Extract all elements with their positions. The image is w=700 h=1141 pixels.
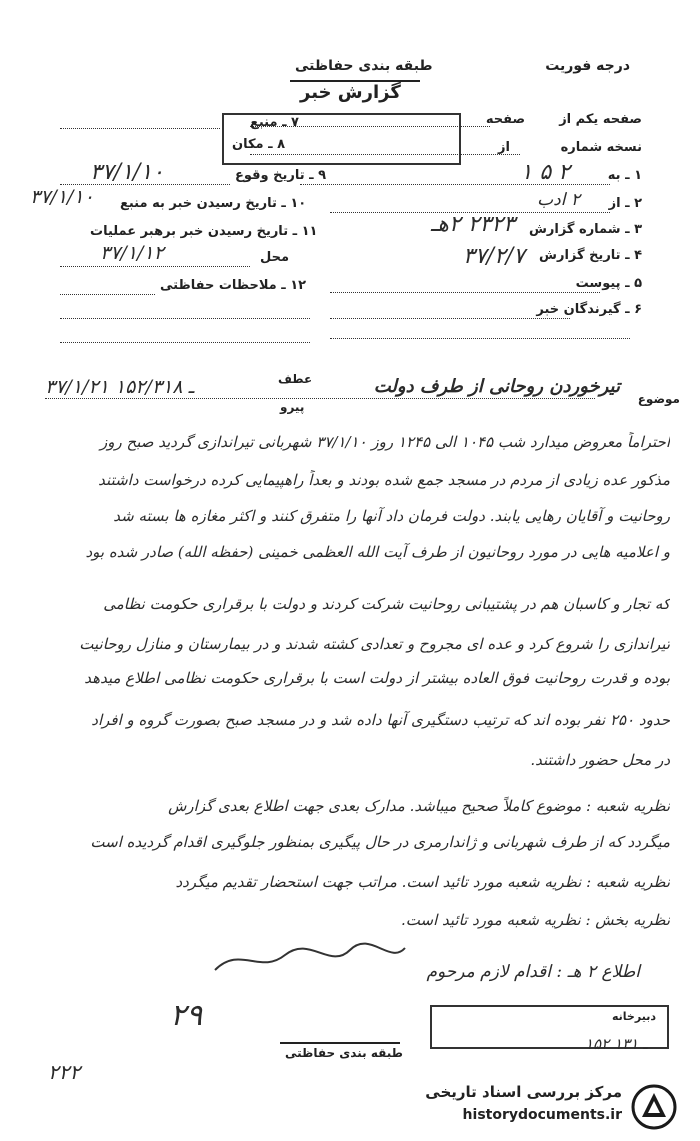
opinion-line: نظریه بخش : نظریه شعبه مورد تائید است.	[401, 911, 670, 929]
copy-label: نسخه شماره	[560, 140, 642, 155]
security-notes-label: ۱۲ ـ ملاحظات حفاظتی	[160, 278, 307, 293]
body-line: تیراندازی را شروع کرد و عده ای مجروح و تعدادی کشته شدند و در بیمارستان و منازل روحانیت	[79, 635, 670, 653]
report-date-label: ۴ ـ تاریخ گزارش	[539, 248, 642, 263]
priority-label: درجه فوریت	[545, 58, 630, 74]
report-no-label: ۳ ـ شماره گزارش	[528, 222, 642, 237]
archive-logo-icon	[630, 1083, 678, 1131]
date-received-source-value: ۳۷/۱/۱۰	[30, 186, 94, 208]
margin-number: ۲۲۲	[48, 1060, 81, 1084]
recipients-label: ۶ ـ گیرندگان خبر	[536, 302, 642, 317]
watermark-site: historydocuments.ir	[462, 1107, 622, 1123]
stamp-label: دبیرخانه	[612, 1010, 656, 1023]
report-no-value: ۲۳۲۳ ۲هـ	[430, 212, 515, 237]
margin-note: ۲۹	[170, 998, 203, 1033]
location-label: محل	[260, 250, 290, 265]
signature: اطلاع ۲ هـ : اقدام لازم مرحوم	[426, 962, 640, 982]
body-line: که تجار و کاسبان هم در پشتیبانی روحانیت شرکت کردند و دولت با برقراری حکومت نظامی	[103, 595, 670, 613]
ref-value: ۳۷/۱/۲۱ ـ ۱۵۲/۳۱۸	[45, 376, 195, 398]
body-line: مذکور عده زیادی از مردم در مسجد جمع شده بودند و بعداً راهپیمایی کرده درخواست داشتند	[98, 471, 670, 489]
subject-value: تیرخوردن روحانی از طرف دولت	[373, 376, 620, 397]
attachment-label: ۵ ـ پیوست	[575, 276, 642, 291]
body-line: در محل حضور داشتند.	[530, 751, 670, 769]
date-received-ops-value: ۳۷/۱/۱۲	[100, 242, 164, 264]
to-value: ۲ ۵ ۱	[520, 160, 570, 185]
body-line: حدود ۲۵۰ نفر بوده اند که ترتیب دستگیری آنها داده شد و در مسجد صبح بصورت گروه و افراد	[91, 711, 670, 729]
stamp-number: ۱۵۲ ـ ۱۳۱	[585, 1035, 648, 1053]
date-received-ops-label: ۱۱ ـ تاریخ رسیدن خبر برهبر عملیات	[90, 224, 318, 239]
source-label: ۷ ـ منبع	[250, 115, 299, 130]
opinion-line: نظریه شعبه : موضوع کاملاً صحیح میباشد. مدارک بعدی جهت اطلاع بعدی گزارش	[168, 797, 670, 815]
date-occurrence-label: ۹ ـ تاریخ وقوع	[235, 168, 327, 183]
from-value: ۲ ادب	[537, 190, 580, 210]
signature-scribble-icon	[210, 940, 410, 980]
subject-label: موضوع	[637, 392, 680, 406]
to-label: ۱ ـ به	[607, 168, 642, 183]
page-label: صفحه یکم از	[559, 112, 642, 127]
body-line: روحانیت و آقایان رهایی یابند. دولت فرمان داد آنها را متفرق کنند و اکثر مغازه ها بسته شد	[113, 507, 670, 525]
copy-from: از	[498, 140, 510, 155]
follow-label: پیرو	[280, 400, 305, 414]
ref-label: عطف	[278, 372, 313, 386]
body-line: و اعلامیه هایی در مورد روحانیون از طرف آیت الله العظمی خمینی (حفظه الله) صادر شده بود	[85, 543, 670, 561]
report-date-value: ۳۷/۲/۷	[462, 244, 525, 269]
source-value: ۸ ـ مکان	[232, 137, 286, 152]
opinion-line: نظریه شعبه : نظریه شعبه مورد تائید است. مراتب جهت استحضار تقدیم میگردد	[175, 873, 670, 891]
date-occurrence-value: ۳۷/۱/۱۰	[90, 160, 164, 185]
opinion-line: میگردد که از طرف شهربانی و ژاندارمری در حال پیگیری بمنظور جلوگیری اقدام گردیده است	[90, 833, 670, 851]
page-suffix: صفحه	[485, 112, 525, 127]
classification-top: طبقه بندی حفاظتی	[295, 58, 433, 74]
classification-bottom: طبقه بندی حفاظتی	[285, 1046, 403, 1060]
report-title: گزارش خبر	[300, 82, 401, 103]
date-received-source-label: ۱۰ ـ تاریخ رسیدن خبر به منبع	[120, 196, 307, 211]
watermark-org: مرکز بررسی اسناد تاریخی	[425, 1083, 622, 1101]
body-line: احتراماً معروض میدارد شب ۱۰۴۵ الی ۱۲۴۵ روز ۳۷/۱/۱۰ شهربانی تیراندازی گردید صبح روز	[100, 433, 670, 451]
body-line: بوده و قدرت روحانیت فوق العاده بیشتر از دولت است با برقراری حکومت نظامی اطلاع میدهد	[84, 669, 670, 687]
from-label: ۲ ـ از	[608, 196, 642, 211]
watermark	[392, 1081, 682, 1133]
